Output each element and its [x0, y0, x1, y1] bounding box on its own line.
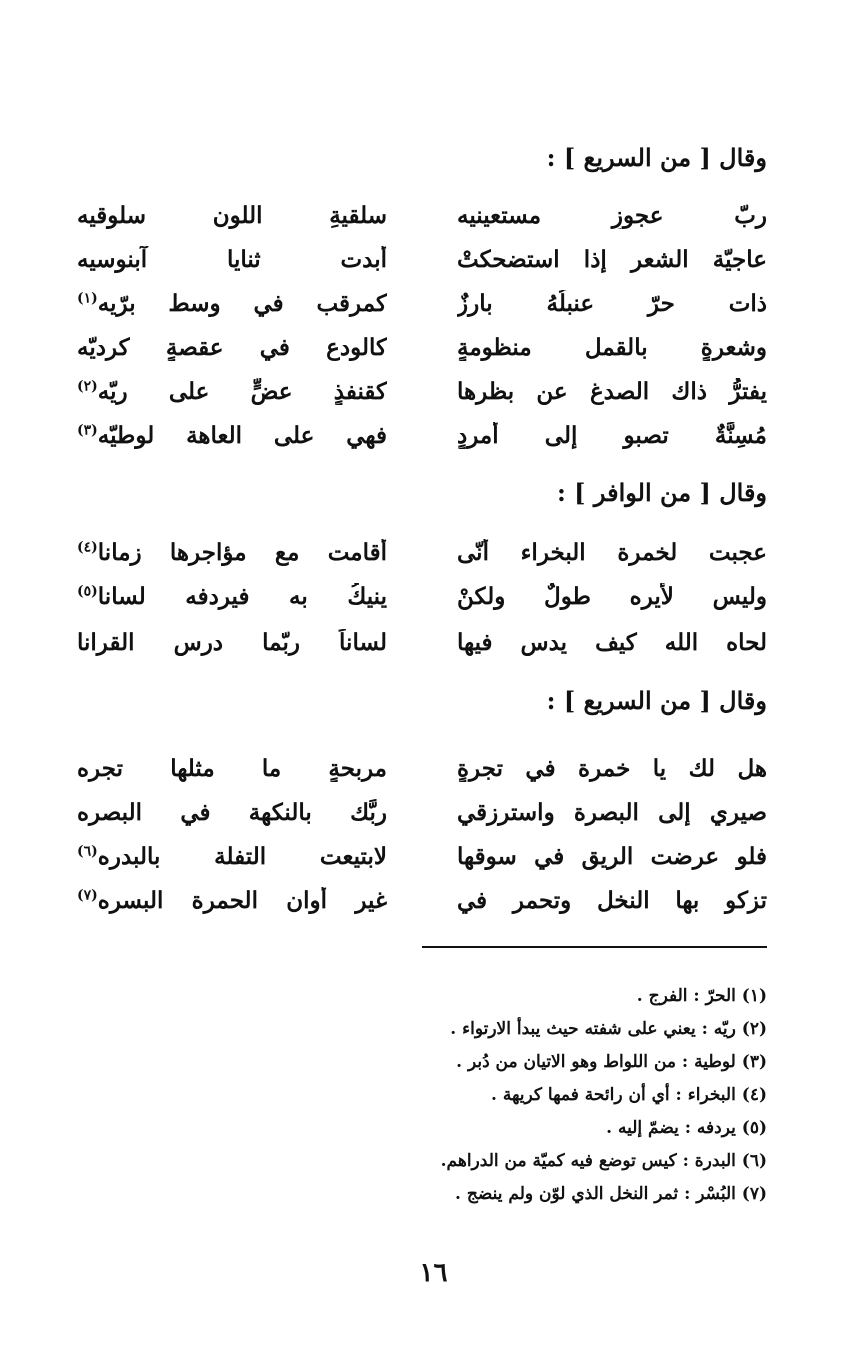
second-hemistich-text: أبدت ثنايا آبنوسيه: [77, 245, 387, 273]
first-hemistich: عاجيّة الشعر إذا استضحكتْ: [457, 245, 767, 273]
footnote: (٤) البخراء : أي أن رائحة فمها كريهة .: [491, 1085, 767, 1105]
first-hemistich: هل لك يا خمرة في تجرةٍ: [457, 754, 767, 782]
second-hemistich: [77, 334, 387, 361]
footnote: (٣) لوطية : من اللواط وهو الاتيان من دُبر .: [456, 1052, 767, 1072]
first-hemistich: مُسِنَّةٌ تصبو إلى أمردٍ: [457, 421, 767, 449]
footnote: (٥) يردفه : يضمّ إليه .: [606, 1118, 767, 1138]
second-hemistich-text: غير أوان الحمرة البسره: [97, 886, 387, 914]
footnote-separator: [422, 946, 767, 948]
first-hemistich: ربّ عجوزٍ مستعينيه: [457, 201, 767, 229]
second-hemistich-text: كقنفذٍ عضٍّ على ريّه: [97, 377, 387, 405]
verse-line: [77, 369, 767, 413]
second-hemistich: [77, 629, 387, 656]
footnote: (٢) ريّه : يعني على شفته حيث يبدأ الارتواء .: [450, 1019, 767, 1039]
first-hemistich: صيري إلى البصرة واسترزقي: [457, 798, 767, 826]
first-hemistich: لحاه الله كيف يدس فيها: [457, 628, 767, 656]
second-hemistich-text: كالودع في عقصةٍ كرديّه: [77, 333, 387, 361]
second-hemistich-text: ينيكُ به فيردفه لسانا: [97, 582, 387, 610]
second-hemistich: [77, 843, 387, 870]
verse-line: [77, 413, 767, 457]
footnote-marker: (٢): [77, 377, 98, 394]
second-hemistich: [77, 539, 387, 566]
first-hemistich: عجبت لخمرة البخراء أنّى: [457, 538, 767, 566]
section-heading: وقال [ من السريع ] :: [546, 143, 767, 172]
section-heading: وقال [ من السريع ] :: [546, 686, 767, 715]
second-hemistich-text: أقامت مع مؤاجرها زمانا: [97, 538, 387, 566]
second-hemistich-text: مربحةٍ ما مثلها تجره: [77, 754, 387, 782]
verse-line: [77, 878, 767, 922]
footnote-marker: (٦): [77, 842, 98, 859]
first-hemistich: يفترُّ ذاك الصدغ عن بظرها: [457, 377, 767, 405]
second-hemistich-text: لساناً ربّما درس القرانا: [77, 628, 387, 656]
second-hemistich: [77, 202, 387, 229]
verse-line: [77, 620, 767, 664]
second-hemistich: [77, 755, 387, 782]
footnote: (٧) البُسْر : ثمر النخل الذي لوّن ولم ينضج .: [455, 1184, 767, 1204]
verse-line: [77, 834, 767, 878]
verse-line: [77, 790, 767, 834]
first-hemistich: فلو عرضت الريق في سوقها: [457, 842, 767, 870]
second-hemistich-text: لابتيعت التفلة بالبدره: [97, 842, 387, 870]
verse-line: [77, 193, 767, 237]
verse-line: [77, 530, 767, 574]
verse-line: [77, 574, 767, 618]
second-hemistich-text: فهي على العاهة لوطيّه: [97, 421, 387, 449]
footnote-marker: (٧): [77, 886, 98, 903]
second-hemistich-text: كمرقب في وسط برّيه: [97, 289, 387, 317]
second-hemistich: [77, 422, 387, 449]
second-hemistich-text: سلقيةِ اللون سلوقيه: [77, 201, 387, 229]
footnote: (١) الحرّ : الفرج .: [636, 986, 767, 1006]
second-hemistich: [77, 378, 387, 405]
verse-line: [77, 281, 767, 325]
second-hemistich: [77, 799, 387, 826]
first-hemistich: تزكو بها النخل وتحمر في: [457, 886, 767, 914]
footnote-marker: (١): [77, 289, 98, 306]
first-hemistich: وليس لأيره طولٌ ولكنْ: [457, 582, 767, 610]
page-number: ١٦: [419, 1258, 448, 1288]
first-hemistich: وشعرةٍ بالقمل منظومةٍ: [457, 333, 767, 361]
section-heading: وقال [ من الوافر ] :: [556, 478, 767, 507]
second-hemistich: [77, 583, 387, 610]
verse-line: [77, 237, 767, 281]
footnote-marker: (٤): [77, 538, 98, 555]
verse-line: [77, 325, 767, 369]
second-hemistich-text: ربَّك بالنكهة في البصره: [77, 798, 387, 826]
footnotes: [267, 980, 767, 1211]
second-hemistich: [77, 246, 387, 273]
first-hemistich: ذات حرّ عنبلُهُ بارزٌ: [457, 289, 767, 317]
footnote-marker: (٥): [77, 582, 98, 599]
second-hemistich: [77, 887, 387, 914]
footnote-marker: (٣): [77, 421, 98, 438]
verse-line: [77, 746, 767, 790]
footnote: (٦) البدرة : كيس توضع فيه كميّة من الدراهم.: [440, 1151, 767, 1171]
second-hemistich: [77, 290, 387, 317]
